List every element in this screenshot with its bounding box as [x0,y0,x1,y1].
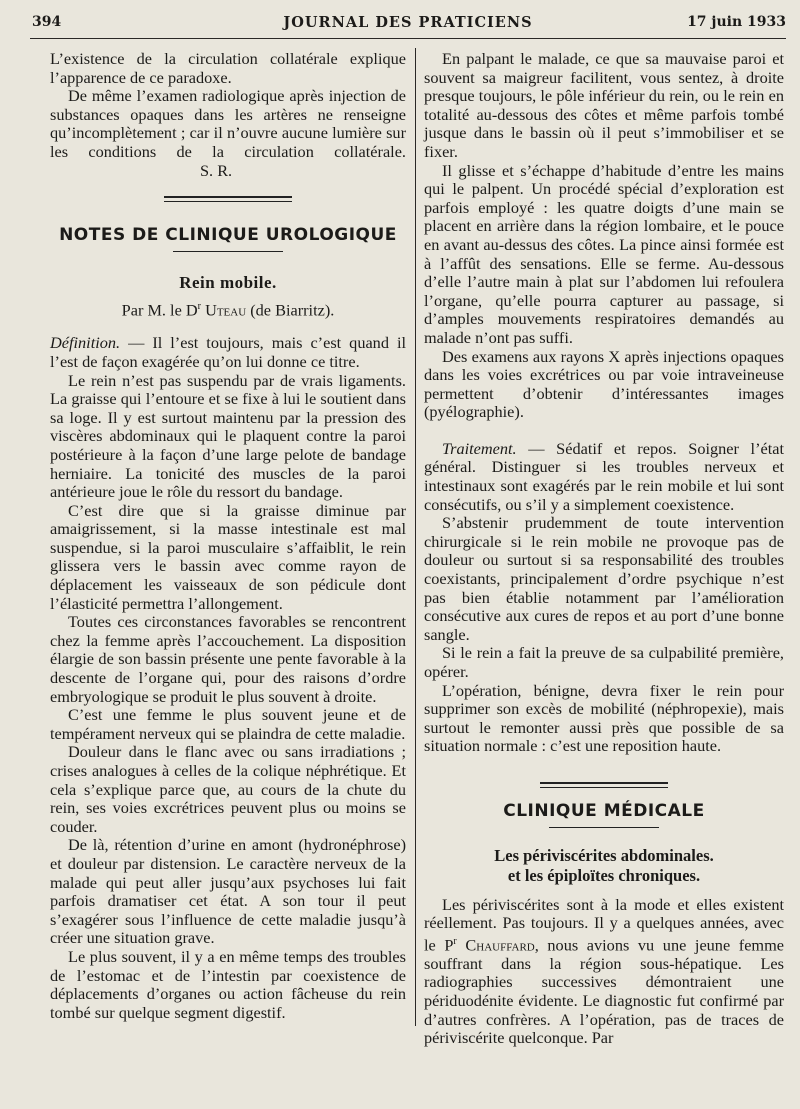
body-paragraph: Il glisse et s’échappe d’habitude d’entre les mains qui le palpent. Un procédé spécial d’exploration est parfois employé : les quatre doigts d’une main se placent en arrière dans la région lombaire, et le pouce en avant au-dessus des côtes. La pince ainsi formée est à l’affût des sensations. Elle se ferme. Au-dessous d’elle l’autre main à plat sur l’abdomen lui refoulera l’organe, qu’elle pourra capturer au passage, si d’amples mouvements respiratoires demandés au malade n’ont pas suffi. [424,160,784,347]
treatment-paragraph: Traitement. — Sédatif et repos. Soigner l’état général. Distinguer si les troubles nerveux et intestinaux sont exagérés par le rein mobile et lui sont consécutifs, ou s’il y a simplement coexistence. [424,438,784,514]
body-paragraph: Douleur dans le flanc avec ou sans irradiations ; crises analogues à celles de la colique néphrétique. Et cela s’explique parce que, au cours de la chute du rein, ses voies excrétrices peuvent plus ou moins se couder. [50,742,406,836]
journal-title: JOURNAL DES PRATICIENS [283,14,533,31]
issue-date: 17 juin 1933 [687,14,786,30]
column-divider [415,48,416,1026]
body-paragraph: Des examens aux rayons X après injections opaques dans les voies excrétrices ou par voie intraveineuse permettent d’obtenir d’intéressantes images (pyélographie). [424,346,784,422]
intro-paragraph: L’existence de la circulation collatérale explique l’apparence de ce paradoxe. [50,49,406,87]
body-paragraph: C’est dire que si la graisse diminue par amaigrissement, si la masse intestinale est mal suspendue, si la paroi musculaire s’affaiblit, le rein glissera vers le bassin avec comme rayon de déplacement les vaisseaux de son pédicule dont l’élasticité permettra l’allongement. [50,500,406,613]
intro-signature: S. R. [200,160,233,180]
body-paragraph: En palpant le malade, ce que sa mauvaise paroi et souvent sa maigreur facilitent, vous sentez, à droite presque toujours, le pôle inférieur du rein, ou le rein en totalité au-dessous des côtes et même parfois tombé jusque dans le bassin où il peut s’immobiliser et se fixer. [424,49,784,161]
body-paragraph: De là, rétention d’urine en amont (hydronéphrose) et douleur par distension. Le caractère nerveux de la malade qui peut aller jusqu’aux psychoses lui fait parfois dramatiser cet état. A son tour il peut s’exagérer sous l’influence de cette maladie jusqu’à créer une situation grave. [50,835,406,948]
body-paragraph: Le plus souvent, il y a en même temps des troubles de l’estomac et de l’intestin par coexistence de déplacements d’organes ou action fâcheuse du rein tombé sur quelque segment digestif. [50,946,406,1022]
body-paragraph: C’est une femme le plus souvent jeune et de tempérament nerveux qui se plaindra de cette maladie. [50,705,406,743]
definition-paragraph: Définition. — Il l’est toujours, mais c’est quand il l’est de façon exagérée qu’on lui donne ce titre. [50,333,406,371]
definition-label: Définition. [50,333,121,353]
article-title-line2: et les épiploïtes chroniques. [507,865,701,885]
intro-paragraph: De même l’examen radiologique après injection de substances opaques dans les artères ne renseigne qu’incomplètement ; car il n’ouvre aucune lumière sur les conditions de la circulation collatérale. S. R. [50,86,406,180]
right-column [424,50,784,1048]
section-title-urologie: NOTES DE CLINIQUE UROLOGIQUE [59,225,397,246]
body-paragraph: Si le rein a fait la preuve de sa culpabilité première, opérer. [424,643,784,681]
author-name: Uteau [205,300,247,320]
byline: Par M. le $D^r$ Uteau (de Biarritz). [121,300,335,320]
treatment-label: Traitement. [442,438,517,458]
body-paragraph: S’abstenir prudemment de toute intervention chirurgicale si le rein mobile ne provoque pas de douleur ou surtout si sa responsabilité des troubles coexistants, principalement d’ordre psychique n’est pas bien établie notamment par l’amélioration consécutive aux cures de repos et au port d’une bonne sangle. [424,513,784,644]
section-title-clinique: CLINIQUE MÉDICALE [503,800,705,821]
person-name: Chauffard [465,935,535,955]
page-header [30,12,786,39]
page-number: 394 [32,14,62,30]
left-column [50,50,406,1022]
article-title: Rein mobile. [179,272,277,292]
article-title-line1: Les périviscérites abdominales. [494,845,714,865]
body-paragraph: Les périviscérites sont à la mode et elles existent réellement. Pas toujours. Il y a quelques années, avec le $P^r$ Chauffard, nous avions vu une jeune femme souffrant dans la région sous-hépatique. Les radiographies successives démontraient une périduodénite évidente. Le diagnostic fut confirmé par d’autres confrères. A l’opération, pas de traces de périviscérite quelconque. Par [424,894,784,1048]
body-paragraph: Toutes ces circonstances favorables se rencontrent chez la femme après l’accouchement. La disposition élargie de son bassin présente une pente favorable à la descente de l’organe qui, pour des raisons d’ordre embryologique se produit le plus souvent à droite. [50,612,406,706]
body-paragraph: L’opération, bénigne, devra fixer le rein pour supprimer son excès de mobilité (néphropexie), mais surtout le remonter aussi près que possible de sa situation normale : c’est une reposition haute. [424,680,784,756]
body-paragraph: Le rein n’est pas suspendu par de vrais ligaments. La graisse qui l’entoure et se fixe à lui le soutient dans sa loge. Il y est surtout maintenu par la pression des viscères abdominaux qui le plaquent contre la paroi postérieure à la façon d’une large pelote de bandage herniaire. La tonicité des muscles de la paroi antérieure joue le rôle du ressort du bandage. [50,370,406,502]
